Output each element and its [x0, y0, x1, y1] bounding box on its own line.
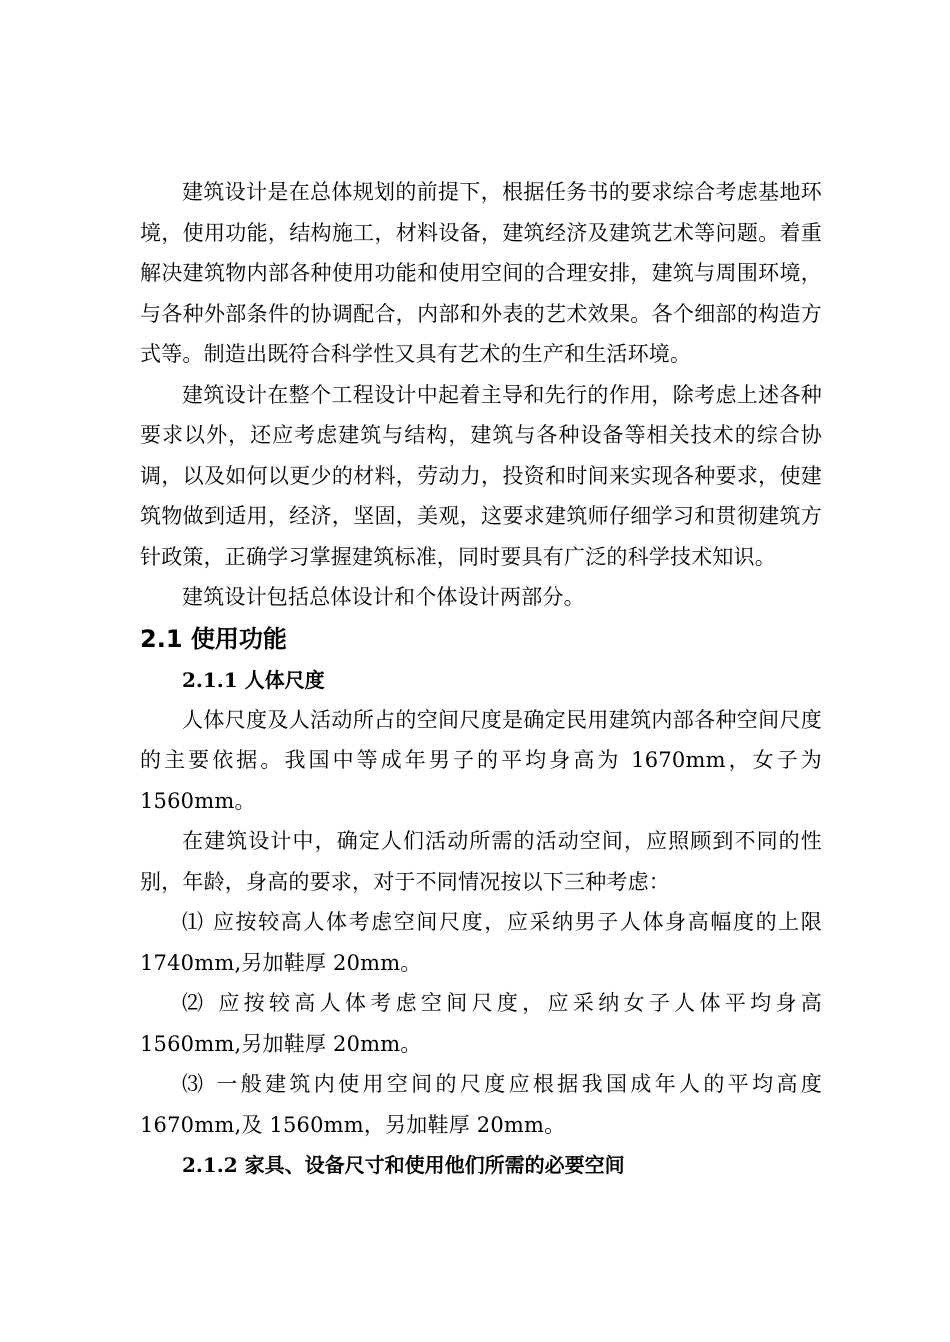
intro-paragraph-3: 建筑设计包括总体设计和个体设计两部分。 — [182, 585, 585, 609]
list-item-1: ⑴ 应按较高人体考虑空间尺度，应采纳男子人体身高幅度的上限 1740mm,另加鞋厚 20mm。 — [140, 910, 822, 975]
list-item-3: ⑶ 一般建筑内使用空间的尺度应根据我国成年人的平均高度 1670mm,及 1560mm，另加鞋厚 20mm。 — [140, 1072, 822, 1137]
body-paragraph-activity-space: 在建筑设计中，确定人们活动所需的活动空间，应照顾到不同的性别，年龄，身高的要求，对于不同情况按以下三种考虑： — [140, 829, 822, 894]
list-item-2: ⑵ 应按较高人体考虑空间尺度，应采纳女子人体平均身高 1560mm,另加鞋厚 20mm。 — [140, 991, 822, 1056]
intro-paragraph-2: 建筑设计在整个工程设计中起着主导和先行的作用，除考虑上述各种要求以外，还应考虑建筑与结构，建筑与各种设备等相关技术的综合协调，以及如何以更少的材料，劳动力，投资和时间来实现各种要求，使建筑物做到适用，经济，坚固，美观，这要求建筑师仔细学习和贯彻建筑方针政策，正确学习掌握建筑标准，同时要具有广泛的科学技术知识。 — [140, 382, 822, 569]
section-heading-2-1: 2.1 使用功能 — [140, 624, 287, 653]
body-paragraph-human-scale: 人体尺度及人活动所占的空间尺度是确定民用建筑内部各种空间尺度的主要依据。我国中等成年男子的平均身高为 1670mm，女子为 1560mm。 — [140, 707, 822, 813]
subsection-heading-2-1-2: 2.1.2 家具、设备尺寸和使用他们所需的必要空间 — [182, 1153, 625, 1177]
subsection-heading-2-1-1: 2.1.1 人体尺度 — [182, 667, 325, 692]
document-page — [140, 172, 822, 1185]
intro-paragraph-1: 建筑设计是在总体规划的前提下，根据任务书的要求综合考虑基地环境，使用功能，结构施工，材料设备，建筑经济及建筑艺术等问题。着重解决建筑物内部各种使用功能和使用空间的合理安排，建筑与周围环境，与各种外部条件的协调配合，内部和外表的艺术效果。各个细部的构造方式等。制造出既符合科学性又具有艺术的生产和生活环境。 — [140, 180, 822, 366]
